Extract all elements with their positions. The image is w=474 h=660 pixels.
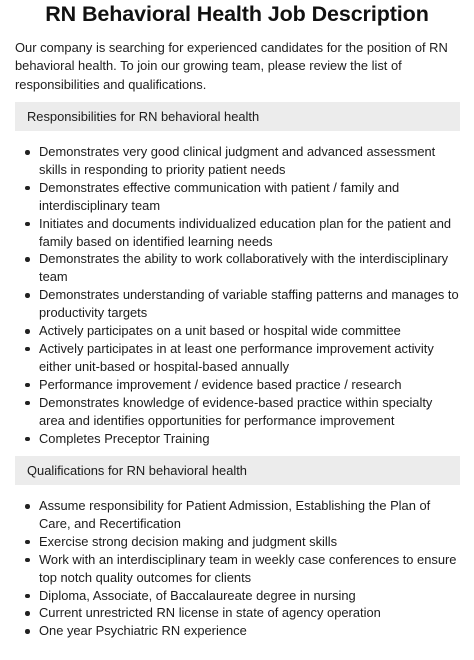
list-item: Initiates and documents individualized education plan for the patient and family based on identified learning needs xyxy=(39,215,460,251)
responsibilities-heading: Responsibilities for RN behavioral health xyxy=(15,102,460,131)
qualifications-heading: Qualifications for RN behavioral health xyxy=(15,456,460,485)
list-item: Demonstrates understanding of variable staffing patterns and manages to productivity targets xyxy=(39,287,459,321)
list-item: Assume responsibility for Patient Admission, Establishing the Plan of Care, and Recertification xyxy=(39,497,460,533)
list-item: Demonstrates knowledge of evidence-based practice within specialty area and identifies opportunities for performance improvement xyxy=(39,394,460,430)
qualifications-list xyxy=(15,497,460,640)
list-item: One year Psychiatric RN experience xyxy=(39,622,460,640)
list-item: Diploma, Associate, of Baccalaureate degree in nursing xyxy=(39,587,460,605)
intro-paragraph: Our company is searching for experienced candidates for the position of RN behavioral health. To join our growing team, please review the list of responsibilities and qualifications. xyxy=(15,40,448,92)
list-item: Completes Preceptor Training xyxy=(39,430,460,448)
list-item: Performance improvement / evidence based practice / research xyxy=(39,376,460,394)
list-item: Work with an interdisciplinary team in weekly case conferences to ensure top notch quality outcomes for clients xyxy=(39,551,460,587)
list-item: Current unrestricted RN license in state of agency operation xyxy=(39,604,460,622)
list-item: Exercise strong decision making and judgment skills xyxy=(39,533,460,551)
list-item: Actively participates on a unit based or hospital wide committee xyxy=(39,322,460,340)
list-item: Actively participates in at least one performance improvement activity either unit-based or hospital-based annually xyxy=(39,340,460,376)
list-item: Demonstrates the ability to work collaboratively with the interdisciplinary team xyxy=(39,250,460,286)
list-item: Demonstrates effective communication with patient / family and interdisciplinary team xyxy=(39,179,460,215)
page-title: RN Behavioral Health Job Description xyxy=(45,2,429,26)
list-item: Demonstrates very good clinical judgment and advanced assessment skills in responding to priority patient needs xyxy=(39,143,460,179)
responsibilities-list xyxy=(15,143,460,447)
